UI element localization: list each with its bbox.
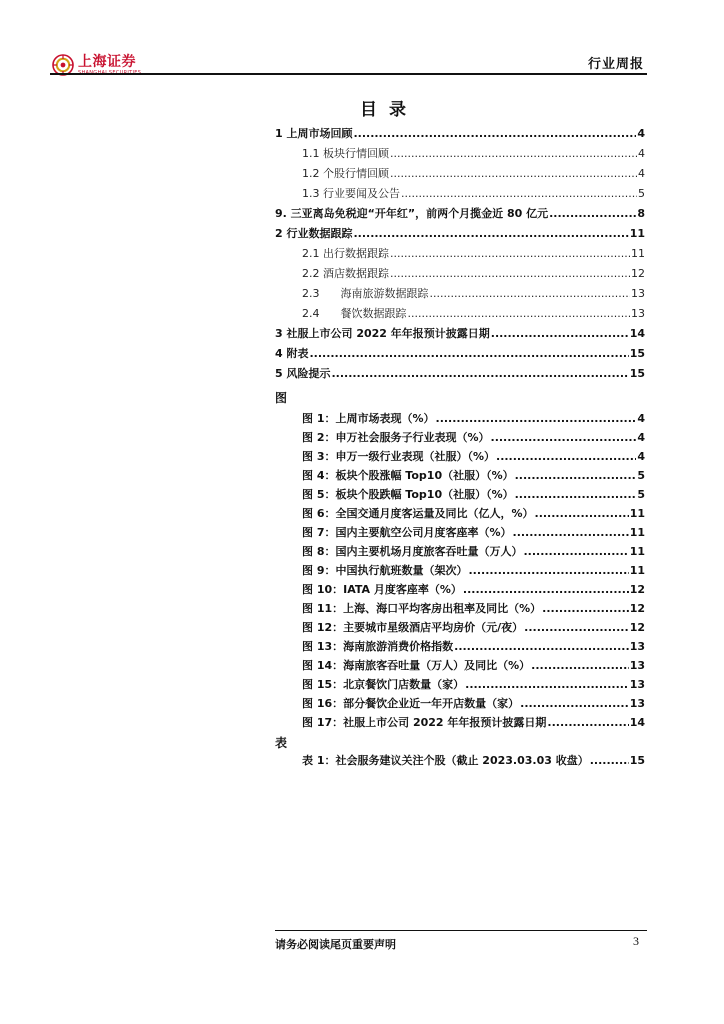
- toc-entry-page: 4: [638, 167, 645, 180]
- leader-dots: [535, 504, 629, 523]
- figure-entry[interactable]: [302, 561, 645, 580]
- toc-entry-page: 15: [629, 347, 645, 360]
- figure-entry-label: 图 6：全国交通月度客运量及同比（亿人，%）: [302, 507, 534, 520]
- footer-disclaimer: 请务必阅读尾页重要声明: [275, 938, 396, 951]
- toc-entry-page: 13: [631, 307, 645, 320]
- figure-entry[interactable]: [302, 713, 645, 732]
- figure-entry-page: 4: [637, 412, 645, 425]
- leader-dots: [590, 751, 629, 770]
- leader-dots: [515, 485, 637, 504]
- toc-entry-page: 8: [637, 207, 645, 220]
- toc-entry[interactable]: [275, 124, 645, 143]
- toc-entry-label: 3 社服上市公司 2022 年年报预计披露日期: [275, 327, 490, 340]
- toc-entry-page: 11: [631, 247, 645, 260]
- leader-dots: [390, 264, 630, 283]
- toc-entry-label: 5 风险提示: [275, 367, 331, 380]
- leader-dots: [390, 244, 630, 263]
- toc-entry-label: 2.3 海南旅游数据跟踪: [302, 287, 429, 300]
- figure-entry-page: 13: [629, 659, 645, 672]
- figure-entry-page: 14: [629, 716, 645, 729]
- figure-entry-page: 12: [629, 602, 645, 615]
- toc-entry[interactable]: [302, 304, 645, 323]
- figure-entry-page: 11: [629, 545, 645, 558]
- leader-dots: [531, 656, 629, 675]
- leader-dots: [520, 694, 629, 713]
- leader-dots: [491, 428, 637, 447]
- figure-entry-page: 11: [629, 507, 645, 520]
- toc-entry-label: 2 行业数据跟踪: [275, 227, 353, 240]
- toc-entry-label: 2.1 出行数据跟踪: [302, 247, 389, 260]
- figure-entry-label: 图 2：申万社会服务子行业表现（%）: [302, 431, 490, 444]
- toc-entry[interactable]: [302, 184, 645, 203]
- toc-entry-label: 2.4 餐饮数据跟踪: [302, 307, 407, 320]
- figure-entry-page: 4: [637, 450, 645, 463]
- toc-entry[interactable]: [302, 284, 645, 303]
- leader-dots: [407, 304, 630, 323]
- toc-entry-page: 13: [631, 287, 645, 300]
- leader-dots: [542, 599, 629, 618]
- toc-entry[interactable]: [275, 324, 645, 343]
- footer-divider: [275, 930, 647, 931]
- toc-entry[interactable]: [275, 224, 645, 243]
- figure-entry-label: 图 15：北京餐饮门店数量（家）: [302, 678, 465, 691]
- figure-entry[interactable]: [302, 637, 645, 656]
- leader-dots: [513, 523, 629, 542]
- figures-section-label: 图: [275, 391, 288, 405]
- leader-dots: [331, 364, 628, 383]
- toc-entry-label: 1 上周市场回顾: [275, 127, 353, 140]
- toc-entry[interactable]: [302, 264, 645, 283]
- figure-entry-label: 图 4：板块个股涨幅 Top10（社服）（%）: [302, 469, 514, 482]
- figure-entry-page: 13: [629, 678, 645, 691]
- toc-entry-label: 1.1 板块行情回顾: [302, 147, 389, 160]
- figure-entry-page: 11: [629, 526, 645, 539]
- figure-entry[interactable]: [302, 656, 645, 675]
- figure-entry-label: 图 7：国内主要航空公司月度客座率（%）: [302, 526, 512, 539]
- figure-entry-label: 图 3：申万一级行业表现（社服）（%）: [302, 450, 496, 463]
- toc-entry-label: 2.2 酒店数据跟踪: [302, 267, 389, 280]
- leader-dots: [547, 713, 628, 732]
- toc-entry-page: 12: [631, 267, 645, 280]
- figure-entry[interactable]: [302, 694, 645, 713]
- toc-entry-label: 1.2 个股行情回顾: [302, 167, 389, 180]
- table-entry-page: 15: [629, 754, 645, 767]
- leader-dots: [436, 409, 637, 428]
- leader-dots: [523, 542, 628, 561]
- leader-dots: [549, 204, 636, 223]
- leader-dots: [524, 618, 629, 637]
- figure-entry-label: 图 1：上周市场表现（%）: [302, 412, 435, 425]
- tables-section-label: 表: [275, 736, 288, 750]
- figure-entry-label: 图 9：中国执行航班数量（架次）: [302, 564, 468, 577]
- figure-entry[interactable]: [302, 504, 645, 523]
- figure-entry-label: 图 13：海南旅游消费价格指数: [302, 640, 454, 653]
- leader-dots: [491, 324, 629, 343]
- table-entry[interactable]: [302, 751, 645, 770]
- figure-entry-label: 图 8：国内主要机场月度旅客吞吐量（万人）: [302, 545, 523, 558]
- toc-entry[interactable]: [302, 164, 645, 183]
- toc-entry-label: 9. 三亚离岛免税迎“开年红”，前两个月揽金近 80 亿元: [275, 207, 549, 220]
- figure-entry-page: 13: [629, 640, 645, 653]
- toc-entry-page: 15: [629, 367, 645, 380]
- toc-entry[interactable]: [275, 364, 645, 383]
- toc-entry[interactable]: [275, 344, 645, 363]
- leader-dots: [390, 144, 637, 163]
- leader-dots: [390, 164, 637, 183]
- figure-entry[interactable]: [302, 447, 645, 466]
- figure-entry-page: 11: [629, 564, 645, 577]
- toc-entry[interactable]: [302, 244, 645, 263]
- leader-dots: [463, 580, 629, 599]
- figure-entry-label: 图 5：板块个股跌幅 Top10（社服）（%）: [302, 488, 514, 501]
- toc-entry-page: 5: [638, 187, 645, 200]
- leader-dots: [429, 284, 630, 303]
- figure-entry-page: 5: [637, 488, 645, 501]
- leader-dots: [468, 561, 628, 580]
- logo-chinese-name: 上海证券: [78, 53, 136, 70]
- figure-entry[interactable]: [302, 523, 645, 542]
- leader-dots: [465, 675, 629, 694]
- figure-entry-label: 图 12：主要城市星级酒店平均房价（元/夜）: [302, 621, 524, 634]
- leader-dots: [496, 447, 636, 466]
- toc-entry-page: 4: [638, 147, 645, 160]
- figure-entry-page: 4: [637, 431, 645, 444]
- leader-dots: [401, 184, 637, 203]
- figure-entry[interactable]: [302, 599, 645, 618]
- page-number: 3: [633, 934, 639, 948]
- figure-entry[interactable]: [302, 428, 645, 447]
- figure-entry[interactable]: [302, 542, 645, 561]
- leader-dots: [309, 344, 628, 363]
- toc-entry[interactable]: [275, 204, 645, 223]
- figure-entry-page: 5: [637, 469, 645, 482]
- figure-entry[interactable]: [302, 618, 645, 637]
- figure-entry[interactable]: [302, 580, 645, 599]
- toc-entry-label: 4 附表: [275, 347, 309, 360]
- figure-entry-label: 图 11：上海、海口平均客房出租率及同比（%）: [302, 602, 542, 615]
- leader-dots: [515, 466, 637, 485]
- figure-entry-page: 12: [629, 583, 645, 596]
- figure-entry[interactable]: [302, 675, 645, 694]
- leader-dots: [353, 124, 636, 143]
- figure-entry-label: 图 10：IATA 月度客座率（%）: [302, 583, 462, 596]
- toc-entry-page: 11: [629, 227, 645, 240]
- figure-entry-page: 13: [629, 697, 645, 710]
- figure-entry[interactable]: [302, 485, 645, 504]
- figure-entry[interactable]: [302, 409, 645, 428]
- toc-entry-page: 14: [629, 327, 645, 340]
- figure-entry-label: 图 14：海南旅客吞吐量（万人）及同比（%）: [302, 659, 531, 672]
- leader-dots: [353, 224, 628, 243]
- figure-entry-label: 图 17：社服上市公司 2022 年年报预计披露日期: [302, 716, 547, 729]
- figure-entry[interactable]: [302, 466, 645, 485]
- report-type-title: 行业周报: [587, 57, 644, 72]
- toc-entry-label: 1.3 行业要闻及公告: [302, 187, 400, 200]
- toc-heading: 目录: [360, 100, 418, 120]
- toc-entry[interactable]: [302, 144, 645, 163]
- figure-entry-label: 图 16：部分餐饮企业近一年开店数量（家）: [302, 697, 520, 710]
- table-entry-label: 表 1：社会服务建议关注个股（截止 2023.03.03 收盘）: [302, 754, 589, 767]
- figure-entry-page: 12: [629, 621, 645, 634]
- toc-entry-page: 4: [637, 127, 645, 140]
- logo-english-name: SHANGHAI SECURITIES: [78, 69, 142, 76]
- leader-dots: [454, 637, 629, 656]
